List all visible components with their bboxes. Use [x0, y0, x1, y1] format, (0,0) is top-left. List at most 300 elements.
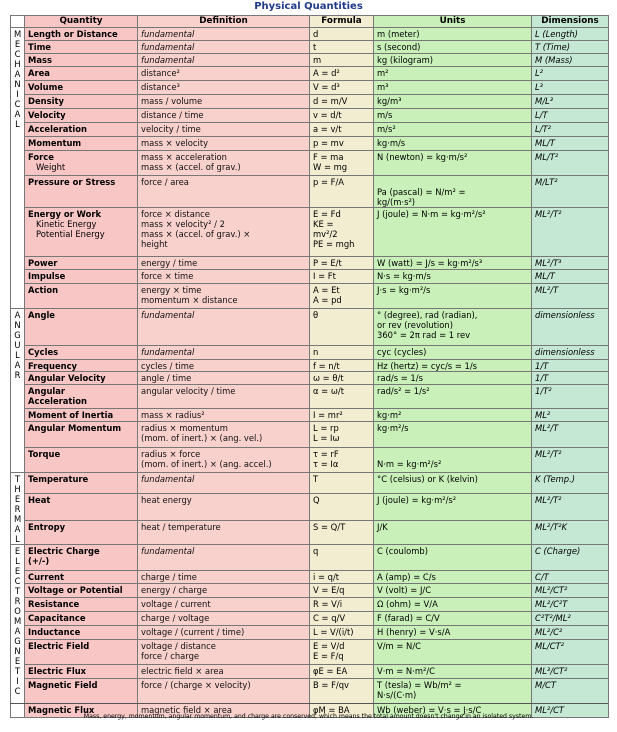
table-row-current	[11, 571, 609, 584]
definition-cell	[138, 123, 310, 137]
formula-cell	[310, 151, 374, 176]
table-row-pressure	[11, 176, 609, 208]
quantity-cell-line: (+/-)	[28, 556, 50, 566]
definition-cell	[138, 545, 310, 571]
definition-cell	[138, 41, 310, 54]
units-cell	[374, 346, 532, 360]
quantity-cell	[25, 176, 138, 208]
units-cell	[374, 473, 532, 494]
units-cell	[374, 270, 532, 284]
units-cell	[374, 640, 532, 665]
table-row-capacitance	[11, 612, 609, 626]
quantity-cell	[25, 493, 138, 520]
header-row	[11, 16, 609, 28]
units-cell	[374, 109, 532, 123]
units-cell-line: 360° = 2π rad = 1 rev	[377, 330, 471, 340]
formula-cell	[310, 385, 374, 409]
definition-cell	[138, 28, 310, 41]
formula-cell-line: T	[313, 474, 319, 484]
dimensions-cell: C (Charge)	[532, 545, 609, 571]
dimensions-cell: ML²	[532, 409, 609, 422]
formula-cell	[310, 109, 374, 123]
quantity-cell-line: Magnetic Flux	[28, 705, 95, 715]
units-cell-line: m/s	[377, 110, 393, 120]
units-cell-line: kg·m²/s	[377, 423, 409, 433]
definition-cell	[138, 598, 310, 612]
quantity-cell-line: Potential Energy	[36, 229, 105, 239]
units-cell	[374, 257, 532, 270]
definition-cell	[138, 640, 310, 665]
definition-cell-line: force / (charge × velocity)	[141, 680, 251, 690]
dimensions-cell: ML²/T²	[532, 208, 609, 257]
formula-cell-line: n	[313, 347, 319, 357]
units-cell	[374, 151, 532, 176]
units-cell	[374, 520, 532, 544]
formula-cell-line: i = q/t	[313, 572, 340, 582]
definition-cell-line: cycles / time	[141, 361, 195, 371]
units-cell	[374, 422, 532, 448]
units-header: Units	[374, 16, 532, 28]
definition-cell-line: fundamental	[141, 474, 195, 484]
dimensions-cell: L²	[532, 67, 609, 81]
definition-cell-line: voltage / (current / time)	[141, 627, 245, 637]
table-row-eflux	[11, 665, 609, 679]
definition-cell	[138, 584, 310, 598]
table-row-angvel	[11, 372, 609, 385]
definition-cell	[138, 67, 310, 81]
formula-cell-line: Q	[313, 494, 320, 505]
units-cell-line: H (henry) = V·s/A	[377, 627, 451, 637]
dimensions-cell: ML/T²	[532, 151, 609, 176]
quantity-cell-line: Energy or Work	[28, 209, 102, 219]
table-row-bfield	[11, 679, 609, 704]
definition-cell-line: fundamental	[141, 310, 195, 320]
definition-cell-line: angle / time	[141, 373, 192, 383]
units-cell	[374, 493, 532, 520]
formula-cell-line: τ = Iα	[313, 459, 339, 469]
units-cell-line: N (newton) = kg·m/s²	[377, 152, 468, 162]
quantity-header: Quantity	[25, 16, 138, 28]
dimensions-cell: L/T²	[532, 123, 609, 137]
quantity-cell	[25, 109, 138, 123]
units-cell-line: Wb (weber) = V·s = J·s/C	[377, 705, 482, 715]
formula-cell-line: L = rp	[313, 423, 339, 433]
quantity-cell	[25, 422, 138, 448]
dimensions-cell: ML²/C²	[532, 626, 609, 640]
formula-cell	[310, 270, 374, 284]
dimensions-cell: ML²/T	[532, 422, 609, 448]
definition-cell-line: force / area	[141, 177, 189, 187]
dimensions-cell: L/T	[532, 109, 609, 123]
definition-cell	[138, 612, 310, 626]
quantity-cell	[25, 137, 138, 151]
definition-cell-line: force × time	[141, 271, 194, 281]
units-cell-line: cyc (cycles)	[377, 347, 427, 357]
definition-cell	[138, 372, 310, 385]
formula-cell	[310, 41, 374, 54]
definition-cell-line: heat energy	[141, 494, 192, 505]
formula-cell	[310, 54, 374, 67]
formula-cell	[310, 309, 374, 346]
definition-cell-line: distance / time	[141, 110, 204, 120]
definition-cell-line: mass × acceleration	[141, 152, 227, 162]
category-label: M E C H A N I C A L	[14, 29, 22, 129]
units-cell	[374, 137, 532, 151]
units-cell-line: V·m = N·m²/C	[377, 666, 436, 676]
definition-cell-line: distance³	[141, 82, 180, 92]
quantity-cell	[25, 612, 138, 626]
units-cell	[374, 28, 532, 41]
formula-cell-line: I = Ft	[313, 271, 336, 281]
units-cell-line: N·m = kg·m²/s²	[377, 459, 442, 469]
units-cell-line: s (second)	[377, 42, 421, 52]
formula-cell-line: mv²/2	[313, 229, 338, 239]
definition-cell	[138, 54, 310, 67]
table-row-velocity	[11, 109, 609, 123]
quantity-cell-line: Action	[28, 285, 59, 295]
formula-cell	[310, 360, 374, 372]
units-cell-line: N·s = kg·m/s	[377, 271, 431, 281]
dimensions-cell: ML²/T²	[532, 448, 609, 473]
quantity-cell	[25, 571, 138, 584]
quantity-cell-line: Current	[28, 572, 65, 582]
dimensions-cell: dimensionless	[532, 309, 609, 346]
units-cell-line: kg·m²	[377, 410, 402, 420]
footer-divider	[10, 703, 608, 704]
units-cell-line: ° (degree), rad (radian),	[377, 310, 478, 320]
formula-cell-line: φM = BA	[313, 705, 350, 715]
definition-cell-line: mass × (accel. of grav.)	[141, 162, 241, 172]
formula-cell-line: E = F/q	[313, 651, 344, 661]
quantity-cell	[25, 208, 138, 257]
formula-cell-line: PE = mgh	[313, 239, 355, 249]
quantity-cell-line: Voltage or Potential	[28, 585, 123, 595]
category-mechanical	[11, 28, 25, 309]
quantity-cell	[25, 448, 138, 473]
definition-cell	[138, 679, 310, 704]
footnote: Mass, energy, momentum, angular momentum, and charge are conserved, which means the total amount doesn't change in an isolated system.	[83, 713, 534, 720]
formula-cell-line: α = ω/t	[313, 386, 344, 396]
dimensions-header: Dimensions	[532, 16, 609, 28]
units-cell	[374, 67, 532, 81]
quantity-cell-line: Angle	[28, 310, 55, 320]
quantity-cell-line: Length or Distance	[28, 29, 118, 39]
quantity-cell	[25, 385, 138, 409]
definition-cell-line: mass × velocity	[141, 138, 209, 148]
table-row-angmom	[11, 422, 609, 448]
units-cell	[374, 372, 532, 385]
quantity-cell-line: Force	[28, 152, 54, 162]
formula-cell-line: p = mv	[313, 138, 344, 148]
formula-cell-line: KE =	[313, 219, 334, 229]
quantity-cell	[25, 257, 138, 270]
definition-cell-line: heat / temperature	[141, 521, 221, 532]
table-row-density	[11, 95, 609, 109]
dimensions-cell: M/CT	[532, 679, 609, 704]
quantity-cell-line: Density	[28, 96, 64, 106]
formula-cell-line: d	[313, 29, 319, 39]
definition-cell-line: mass / volume	[141, 96, 203, 106]
quantity-cell	[25, 54, 138, 67]
units-cell-line: J (joule) = kg·m²/s²	[377, 494, 457, 505]
table-row-energy	[11, 208, 609, 257]
definition-cell	[138, 571, 310, 584]
units-cell	[374, 409, 532, 422]
quantity-cell-line: Electric Flux	[28, 666, 87, 676]
units-cell-line: W (watt) = J/s = kg·m²/s³	[377, 258, 483, 268]
physical-quantities-table	[10, 15, 609, 718]
dimensions-cell: T (Time)	[532, 41, 609, 54]
dimensions-cell: ML²/T	[532, 284, 609, 309]
definition-cell	[138, 309, 310, 346]
definition-cell-line: energy / time	[141, 258, 198, 268]
quantity-cell-line: Heat	[28, 494, 51, 505]
formula-cell-line: A = Et	[313, 285, 340, 295]
formula-cell-line: θ	[313, 310, 319, 320]
units-cell	[374, 626, 532, 640]
formula-cell-line: f = n/t	[313, 361, 340, 371]
quantity-cell	[25, 372, 138, 385]
dimensions-cell: ML/T	[532, 137, 609, 151]
definition-cell	[138, 422, 310, 448]
table-row-action	[11, 284, 609, 309]
definition-cell	[138, 473, 310, 494]
formula-cell	[310, 422, 374, 448]
dimensions-cell: L (Length)	[532, 28, 609, 41]
formula-cell-line: τ = rF	[313, 449, 339, 459]
units-cell-line: N·s/(C·m)	[377, 690, 417, 700]
units-cell-line: m/s²	[377, 124, 396, 134]
definition-cell-line: velocity / time	[141, 124, 201, 134]
dimensions-cell: M/LT²	[532, 176, 609, 208]
units-cell	[374, 360, 532, 372]
formula-cell-line: A = d²	[313, 68, 340, 78]
definition-cell-line: height	[141, 239, 168, 249]
table-row-length	[11, 28, 609, 41]
formula-cell-line: L = V/(i/t)	[313, 627, 354, 637]
units-cell-line: J (joule) = N·m = kg·m²/s²	[377, 209, 486, 219]
formula-cell	[310, 81, 374, 95]
quantity-cell-line: Time	[28, 42, 51, 52]
dimensions-cell: ML²/CT	[532, 704, 609, 718]
units-cell	[374, 584, 532, 598]
dimensions-cell: ML²/T³	[532, 257, 609, 270]
definition-cell-line: mass × velocity² / 2	[141, 219, 225, 229]
definition-cell	[138, 493, 310, 520]
definition-cell	[138, 208, 310, 257]
definition-cell-line: (mom. of inert.) × (ang. accel.)	[141, 459, 272, 469]
formula-cell-line: m	[313, 55, 322, 65]
table-row-acceleration	[11, 123, 609, 137]
definition-cell-line: fundamental	[141, 42, 195, 52]
quantity-cell-line: Area	[28, 68, 50, 78]
quantity-cell-line: Velocity	[28, 110, 66, 120]
quantity-cell-line: Electric Charge	[28, 546, 100, 556]
formula-cell	[310, 493, 374, 520]
table-row-frequency	[11, 360, 609, 372]
formula-cell-line: V = E/q	[313, 585, 345, 595]
table-row-time	[11, 41, 609, 54]
units-cell	[374, 123, 532, 137]
category-label: A N G U L A R	[14, 310, 21, 380]
quantity-cell	[25, 626, 138, 640]
table-row-cycles	[11, 346, 609, 360]
formula-header: Formula	[310, 16, 374, 28]
units-cell	[374, 41, 532, 54]
table-row-entropy	[11, 520, 609, 544]
dimensions-cell: ML²/T²	[532, 493, 609, 520]
quantity-cell	[25, 67, 138, 81]
dimensions-cell: dimensionless	[532, 346, 609, 360]
quantity-cell-line: Capacitance	[28, 613, 86, 623]
formula-cell-line: a = v/t	[313, 124, 342, 134]
units-cell-line: rad/s = 1/s	[377, 373, 423, 383]
units-cell-line: kg/(m·s²)	[377, 197, 416, 207]
definition-cell-line: force × distance	[141, 209, 210, 219]
units-cell	[374, 448, 532, 473]
definition-cell-line: momentum × distance	[141, 295, 238, 305]
units-cell-line: kg·m/s	[377, 138, 406, 148]
formula-cell-line: E = V/d	[313, 641, 345, 651]
category-header	[11, 16, 25, 28]
quantity-cell-line: Moment of Inertia	[28, 410, 114, 420]
table-row-momentum	[11, 137, 609, 151]
table-row-power	[11, 257, 609, 270]
table-row-volume	[11, 81, 609, 95]
units-cell	[374, 665, 532, 679]
units-cell	[374, 598, 532, 612]
quantity-cell-line: Angular Momentum	[28, 423, 122, 433]
quantity-cell	[25, 151, 138, 176]
quantity-cell	[25, 284, 138, 309]
category-thermal	[11, 473, 25, 545]
definition-cell	[138, 626, 310, 640]
units-cell-line: °C (celsius) or K (kelvin)	[377, 474, 478, 484]
dimensions-cell: M/L³	[532, 95, 609, 109]
formula-cell	[310, 448, 374, 473]
units-cell-line: Pa (pascal) = N/m² =	[377, 187, 466, 197]
formula-cell	[310, 95, 374, 109]
quantity-cell	[25, 584, 138, 598]
formula-cell	[310, 571, 374, 584]
quantity-cell-line: Acceleration	[28, 396, 88, 406]
quantity-cell	[25, 360, 138, 372]
quantity-cell	[25, 640, 138, 665]
units-cell-line: kg (kilogram)	[377, 55, 434, 65]
definition-cell-line: mass × (accel. of grav.) ×	[141, 229, 251, 239]
formula-cell	[310, 473, 374, 494]
table-row-impulse	[11, 270, 609, 284]
quantity-cell-line: Angular	[28, 386, 66, 396]
quantity-cell-line: Volume	[28, 82, 64, 92]
table-row-charge	[11, 545, 609, 571]
table-row-efield	[11, 640, 609, 665]
quantity-cell-line: Weight	[36, 162, 66, 172]
dimensions-cell: 1/T²	[532, 385, 609, 409]
formula-cell	[310, 257, 374, 270]
dimensions-cell: 1/T	[532, 360, 609, 372]
quantity-cell-line: Pressure or Stress	[28, 177, 116, 187]
category-electromagnetic	[11, 545, 25, 718]
quantity-cell-line: Cycles	[28, 347, 59, 357]
dimensions-cell: ML²/CT²	[532, 584, 609, 598]
units-cell	[374, 81, 532, 95]
dimensions-cell: ML³/CT²	[532, 665, 609, 679]
units-cell	[374, 679, 532, 704]
units-cell-line: Hz (hertz) = cyc/s = 1/s	[377, 361, 478, 371]
quantity-cell-line: Resistance	[28, 599, 80, 609]
definition-cell	[138, 385, 310, 409]
formula-cell	[310, 346, 374, 360]
table-row-mass	[11, 54, 609, 67]
quantity-cell	[25, 665, 138, 679]
definition-cell-line: angular velocity / time	[141, 386, 236, 396]
quantity-cell	[25, 309, 138, 346]
definition-cell-line: fundamental	[141, 55, 195, 65]
table-row-torque	[11, 448, 609, 473]
formula-cell	[310, 284, 374, 309]
definition-cell-line: fundamental	[141, 29, 195, 39]
units-cell-line: m³	[377, 82, 389, 92]
quantity-cell-line: Angular Velocity	[28, 373, 106, 383]
formula-cell-line: C = q/V	[313, 613, 346, 623]
units-cell-line: J/K	[377, 521, 388, 532]
units-cell-line: V (volt) = J/C	[377, 585, 432, 595]
formula-cell-line: v = d/t	[313, 110, 342, 120]
definition-cell-line: (mom. of inert.) × (ang. vel.)	[141, 433, 263, 443]
dimensions-cell: ML/CT²	[532, 640, 609, 665]
definition-cell	[138, 284, 310, 309]
quantity-cell	[25, 473, 138, 494]
units-cell	[374, 309, 532, 346]
quantity-cell	[25, 409, 138, 422]
definition-cell	[138, 665, 310, 679]
formula-cell	[310, 612, 374, 626]
formula-cell	[310, 372, 374, 385]
units-cell-line: A (amp) = C/s	[377, 572, 436, 582]
units-cell-line: m (meter)	[377, 29, 420, 39]
units-cell	[374, 612, 532, 626]
quantity-cell-line: Inductance	[28, 627, 81, 637]
quantity-cell	[25, 346, 138, 360]
definition-cell-line: magnetic field × area	[141, 705, 233, 715]
units-cell	[374, 385, 532, 409]
formula-cell-line: L = Iω	[313, 433, 340, 443]
quantity-cell-line: Kinetic Energy	[36, 219, 97, 229]
units-cell-line: m²	[377, 68, 389, 78]
definition-cell-line: charge / time	[141, 572, 197, 582]
formula-cell-line: W = mg	[313, 162, 348, 172]
definition-cell-line: energy / charge	[141, 585, 208, 595]
dimensions-cell: K (Temp.)	[532, 473, 609, 494]
category-angular	[11, 309, 25, 473]
formula-cell	[310, 665, 374, 679]
formula-cell	[310, 176, 374, 208]
dimensions-cell: ML²/T²K	[532, 520, 609, 544]
units-cell-line	[377, 177, 528, 187]
table-row-angle	[11, 309, 609, 346]
quantity-cell-line: Momentum	[28, 138, 82, 148]
quantity-cell-line: Temperature	[28, 474, 89, 484]
definition-cell-line: charge / voltage	[141, 613, 210, 623]
definition-cell	[138, 346, 310, 360]
formula-cell-line: φE = EA	[313, 666, 348, 676]
definition-cell	[138, 109, 310, 123]
quantity-cell	[25, 28, 138, 41]
formula-cell	[310, 584, 374, 598]
formula-cell	[310, 626, 374, 640]
definition-cell	[138, 360, 310, 372]
